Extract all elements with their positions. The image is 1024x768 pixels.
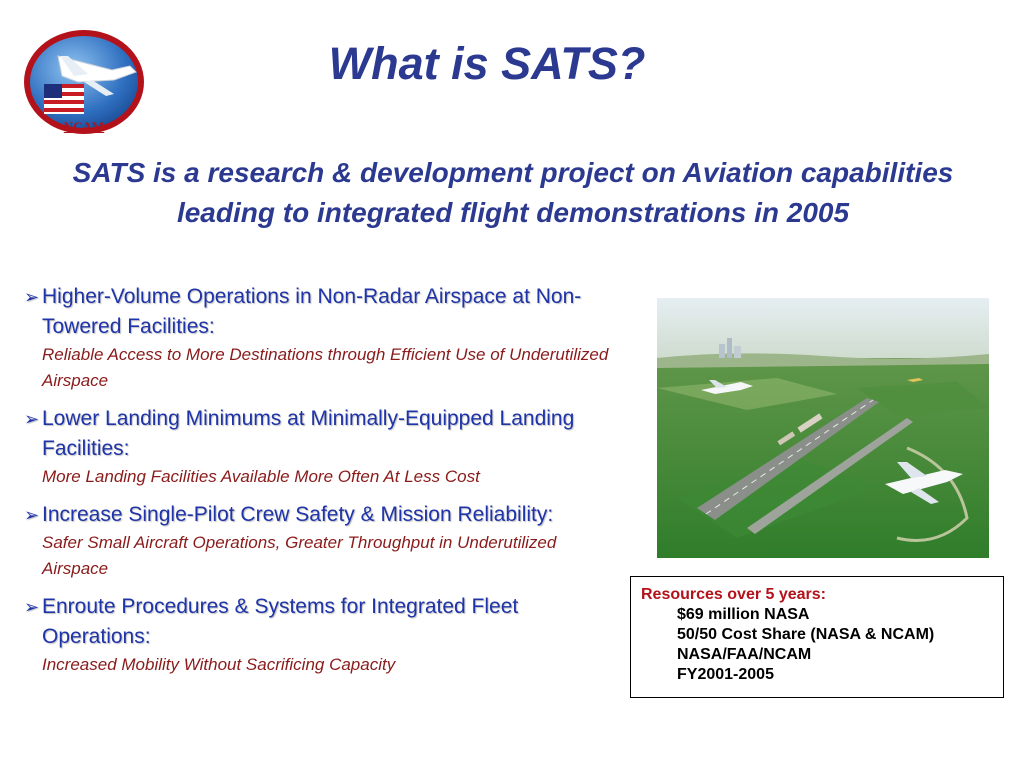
bullet-item (24, 282, 624, 394)
airport-illustration (657, 298, 989, 558)
airport-landscape-image (657, 298, 989, 558)
bullet-heading (24, 592, 624, 652)
logo-caption: NCAM (63, 119, 105, 134)
bullet-list (24, 282, 624, 688)
bullet-heading (24, 500, 624, 530)
resources-item: $69 million NASA (677, 606, 810, 623)
bullet-description: Reliable Access to More Destinations through Efficient Use of Underutilized Airspace (42, 345, 609, 390)
page-title: What is SATS? (328, 38, 646, 89)
arrow-bullet-icon: ➢ (24, 597, 40, 617)
bullet-description: More Landing Facilities Available More Often At Less Cost (42, 467, 480, 486)
resources-item: FY2001-2005 (677, 666, 774, 683)
resources-heading: Resources over 5 years: (641, 586, 826, 603)
bullet-item (24, 404, 624, 490)
arrow-bullet-icon: ➢ (24, 409, 40, 429)
resources-box (630, 576, 1004, 698)
bullet-heading-text: Increase Single-Pilot Crew Safety & Mission Reliability: (42, 503, 554, 526)
bullet-heading-text: Higher-Volume Operations in Non-Radar Airspace at Non-Towered Facilities: (42, 285, 582, 338)
bullet-description: Increased Mobility Without Sacrificing Capacity (42, 655, 396, 674)
bullet-heading-text: Enroute Procedures & Systems for Integrated Fleet Operations: (42, 595, 519, 648)
bullet-description: Safer Small Aircraft Operations, Greater Throughput in Underutilized Airspace (42, 533, 557, 578)
bullet-item (24, 592, 624, 678)
bullet-heading (24, 282, 624, 342)
arrow-bullet-icon: ➢ (24, 287, 40, 307)
arrow-bullet-icon: ➢ (24, 505, 40, 525)
bullet-heading-text: Lower Landing Minimums at Minimally-Equipped Landing Facilities: (42, 407, 575, 460)
resources-item: NASA/FAA/NCAM (677, 646, 812, 663)
bullet-item (24, 500, 624, 582)
bullet-heading (24, 404, 624, 464)
resources-item: 50/50 Cost Share (NASA & NCAM) (677, 626, 935, 643)
page-subtitle: SATS is a research & development project on Aviation capabilities leading to integrated flight demonstrations in 2005 (72, 157, 954, 228)
